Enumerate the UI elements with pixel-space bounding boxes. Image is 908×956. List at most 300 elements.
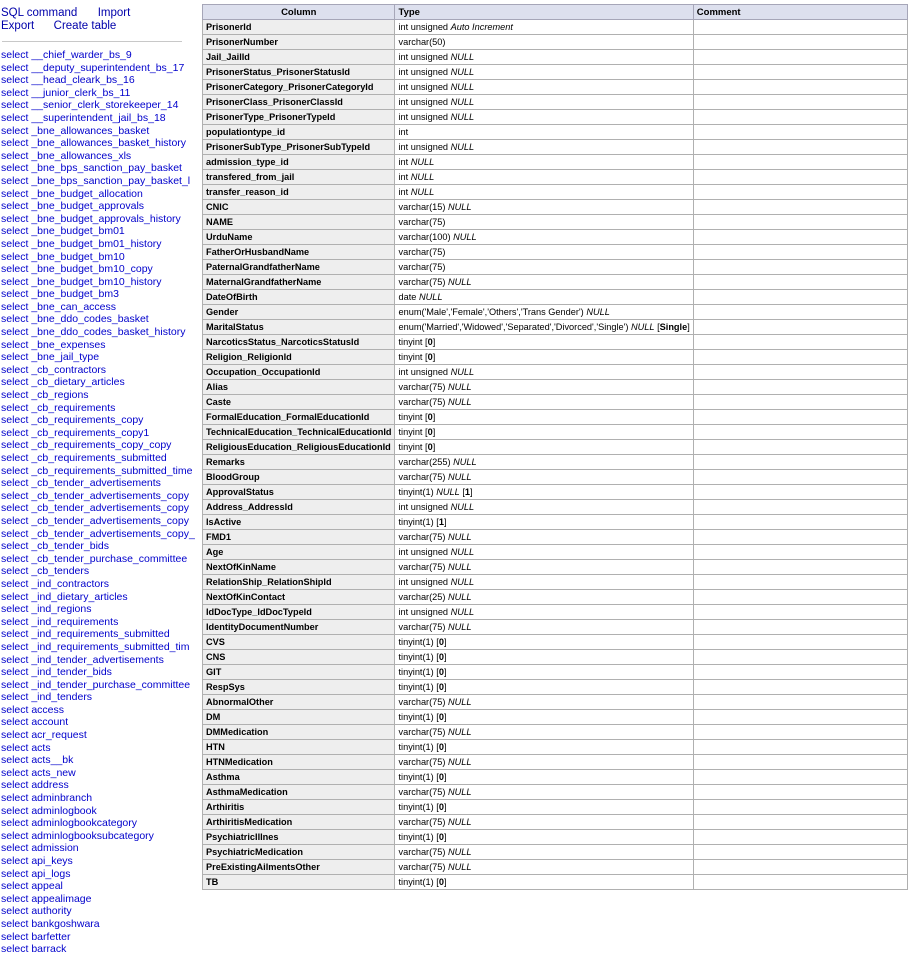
- column-name: MaritalStatus: [203, 320, 395, 335]
- column-type-cell: tinyint(1) [0]: [395, 740, 693, 755]
- table-row: [203, 65, 908, 80]
- table-select-link[interactable]: select _ind_tender_advertisements: [1, 653, 164, 666]
- column-type: varchar(75): [398, 472, 446, 482]
- table-list-item: [1, 87, 185, 100]
- table-select-link[interactable]: select _bne_budget_bm10_copy: [1, 263, 153, 276]
- column-default: 1: [438, 517, 444, 527]
- table-row: [203, 620, 908, 635]
- table-row: [203, 395, 908, 410]
- column-type-cell: [395, 590, 693, 605]
- column-name: Asthma: [203, 770, 395, 785]
- column-default: 0: [438, 772, 444, 782]
- column-type: date: [398, 292, 417, 302]
- table-row: [203, 605, 908, 620]
- column-type: int: [398, 157, 409, 167]
- column-default: 0: [438, 877, 444, 887]
- column-default: 0: [438, 682, 444, 692]
- table-select-link[interactable]: select barfetter: [1, 930, 71, 943]
- table-select-link[interactable]: select admission: [1, 842, 79, 855]
- column-type-cell: [395, 545, 693, 560]
- table-list-item: [1, 49, 185, 62]
- column-nullable: NULL: [450, 607, 475, 617]
- table-list-item: [1, 716, 185, 729]
- table-row: [203, 170, 908, 185]
- table-select-link[interactable]: select _bne_budget_bm01_history: [1, 237, 162, 250]
- table-select-link[interactable]: select bankgoshwara: [1, 917, 100, 930]
- table-select-link[interactable]: select _cb_dietary_articles: [1, 376, 125, 389]
- column-comment: [693, 560, 907, 575]
- table-list-item: [1, 678, 191, 692]
- column-name: DateOfBirth: [203, 290, 395, 305]
- table-list-item: [1, 351, 185, 364]
- table-select-link[interactable]: select _cb_tender_bids: [1, 540, 109, 553]
- table-select-link[interactable]: select _bne_ddo_codes_basket_history: [1, 326, 186, 339]
- table-select-link[interactable]: select __superintendent_jail_bs_18: [1, 111, 166, 124]
- column-nullable: NULL: [450, 547, 475, 557]
- column-type-cell: [395, 260, 693, 275]
- column-type-cell: enum('Married','Widowed','Separated','Divorced','Single') NULL [Single]: [395, 320, 693, 335]
- column-type: varchar(25): [398, 592, 446, 602]
- table-row: [203, 470, 908, 485]
- table-select-link[interactable]: select _bne_jail_type: [1, 351, 100, 364]
- column-name: Jail_JailId: [203, 50, 395, 65]
- column-nullable: NULL: [450, 142, 475, 152]
- column-type: varchar(75): [398, 697, 446, 707]
- column-name: Occupation_OccupationId: [203, 365, 395, 380]
- table-select-link[interactable]: select _bne_budget_approvals: [1, 200, 145, 213]
- column-type-cell: [395, 155, 693, 170]
- table-row: [203, 770, 908, 785]
- column-comment: [693, 245, 907, 260]
- column-name: PrisonerId: [203, 20, 395, 35]
- column-nullable: NULL: [448, 622, 472, 632]
- column-type-cell: tinyint(1) [0]: [395, 875, 693, 890]
- column-name: DMMedication: [203, 725, 395, 740]
- column-type: varchar(75): [398, 397, 446, 407]
- table-row: [203, 530, 908, 545]
- column-type-cell: [395, 185, 693, 200]
- table-list-item: [1, 263, 185, 276]
- table-select-link[interactable]: select _cb_requirements_copy1: [1, 426, 150, 439]
- column-name: transfered_from_jail: [203, 170, 395, 185]
- table-list-item: [1, 565, 185, 578]
- table-select-link[interactable]: select _cb_requirements_copy: [1, 414, 144, 427]
- column-comment: [693, 845, 907, 860]
- table-select-link[interactable]: select adminlogbooksubcategory: [1, 829, 154, 842]
- table-row: [203, 245, 908, 260]
- column-comment: [693, 545, 907, 560]
- column-name: TechnicalEducation_TechnicalEducationId: [203, 425, 395, 440]
- table-list-item: [1, 943, 185, 956]
- table-row: [203, 875, 908, 890]
- column-comment: [693, 50, 907, 65]
- column-type: int unsigned: [398, 142, 449, 152]
- column-type-cell: tinyint(1) NULL [1]: [395, 485, 693, 500]
- column-nullable: NULL: [448, 697, 472, 707]
- table-list-item: [1, 174, 191, 188]
- column-type: int: [398, 127, 409, 137]
- column-type-cell: [395, 530, 693, 545]
- column-type-cell: tinyint(1) [0]: [395, 710, 693, 725]
- table-list-item: [1, 729, 185, 742]
- table-select-link[interactable]: select account: [1, 716, 69, 729]
- table-select-link[interactable]: select authority: [1, 905, 72, 918]
- table-row: [203, 185, 908, 200]
- table-list-item: [1, 742, 185, 755]
- table-select-link[interactable]: select appeal: [1, 880, 63, 893]
- table-list-item: [1, 779, 185, 792]
- column-name: HTNMedication: [203, 755, 395, 770]
- table-list-item: [1, 427, 185, 440]
- column-nullable: Auto Increment: [450, 22, 513, 32]
- table-list-item: [1, 855, 185, 868]
- column-type: tinyint: [398, 412, 423, 422]
- column-type-cell: [395, 275, 693, 290]
- table-list-item: [1, 276, 185, 289]
- table-list-item: [1, 578, 185, 591]
- table-list: [1, 49, 195, 956]
- table-select-link[interactable]: select _cb_regions: [1, 389, 89, 402]
- column-comment: [693, 95, 907, 110]
- table-row: [203, 380, 908, 395]
- table-list-item: [1, 137, 185, 150]
- table-row: [203, 545, 908, 560]
- table-select-link[interactable]: select _ind_tender_bids: [1, 666, 112, 679]
- table-select-link[interactable]: select __chief_warder_bs_9: [1, 49, 132, 61]
- column-comment: [693, 380, 907, 395]
- column-nullable: NULL: [450, 577, 475, 587]
- table-select-link[interactable]: select acts: [1, 741, 51, 754]
- column-nullable: NULL: [448, 277, 472, 287]
- create-table-link[interactable]: Create table: [53, 20, 117, 32]
- column-type-cell: [395, 305, 693, 320]
- table-list-item: [1, 213, 185, 226]
- column-type-cell: tinyint(1) [0]: [395, 635, 693, 650]
- table-list-item: [1, 893, 185, 906]
- column-type: varchar(75): [398, 532, 446, 542]
- table-list-item: [1, 880, 185, 893]
- table-select-link[interactable]: select _bne_budget_bm10: [1, 250, 125, 263]
- table-list-item: [1, 704, 185, 717]
- table-select-link[interactable]: select _bne_expenses: [1, 338, 106, 351]
- column-name: Caste: [203, 395, 395, 410]
- table-list-item: [1, 527, 195, 541]
- table-select-link[interactable]: select _bne_bps_sanction_pay_basket_l: [1, 174, 191, 187]
- table-row: [203, 35, 908, 50]
- column-nullable: NULL: [448, 727, 472, 737]
- column-type-cell: [395, 605, 693, 620]
- column-type: varchar(75): [398, 562, 446, 572]
- table-select-link[interactable]: select barrack: [1, 943, 67, 956]
- table-row: [203, 740, 908, 755]
- column-type-cell: [395, 80, 693, 95]
- table-list-item: [1, 489, 189, 503]
- table-select-link[interactable]: select _cb_tender_advertisements_copy_: [1, 527, 195, 540]
- table-select-link[interactable]: select __deputy_superintendent_bs_17: [1, 61, 185, 74]
- column-type-cell: [395, 125, 693, 140]
- column-type-cell: [395, 695, 693, 710]
- table-list-item: [1, 188, 185, 201]
- table-row: [203, 455, 908, 470]
- column-comment: [693, 530, 907, 545]
- column-type: enum('Male','Female','Others','Trans Gender'): [398, 307, 584, 317]
- column-type: tinyint(1): [398, 487, 434, 497]
- table-select-link[interactable]: select _ind_contractors: [1, 577, 109, 590]
- column-comment: [693, 185, 907, 200]
- table-row: [203, 350, 908, 365]
- top-links: [1, 7, 130, 33]
- column-name: FatherOrHusbandName: [203, 245, 395, 260]
- table-select-link[interactable]: select access: [1, 703, 65, 716]
- column-comment: [693, 425, 907, 440]
- column-type-cell: [395, 725, 693, 740]
- table-list-item: [1, 628, 185, 641]
- column-type-cell: tinyint(1) [0]: [395, 800, 693, 815]
- table-select-link[interactable]: select _bne_ddo_codes_basket: [1, 313, 149, 326]
- table-list-item: [1, 502, 189, 515]
- table-select-link[interactable]: select _bne_can_access: [1, 300, 116, 313]
- export-link[interactable]: Export: [1, 20, 35, 32]
- column-comment: [693, 725, 907, 740]
- table-row: [203, 695, 908, 710]
- table-list-item: [1, 238, 185, 251]
- table-select-link[interactable]: select __senior_clerk_storekeeper_14: [1, 99, 179, 112]
- column-default: 0: [438, 637, 444, 647]
- table-select-link[interactable]: select _bne_budget_allocation: [1, 187, 143, 200]
- column-nullable: NULL: [448, 757, 472, 767]
- column-name: PrisonerType_PrisonerTypeId: [203, 110, 395, 125]
- table-list-item: [1, 99, 185, 112]
- table-list-item: [1, 125, 185, 138]
- table-row: [203, 320, 908, 335]
- column-comment: [693, 860, 907, 875]
- table-list-item: [1, 603, 185, 616]
- table-select-link[interactable]: select _ind_requirements: [1, 615, 119, 628]
- column-comment: [693, 455, 907, 470]
- column-type-cell: [395, 290, 693, 305]
- column-type: int unsigned: [398, 112, 449, 122]
- column-type-cell: [395, 380, 693, 395]
- table-select-link[interactable]: select api_keys: [1, 855, 73, 867]
- table-select-link[interactable]: select _cb_tender_purchase_committee: [1, 552, 188, 565]
- column-name: DM: [203, 710, 395, 725]
- table-list-item: [1, 452, 185, 465]
- column-comment: [693, 200, 907, 215]
- table-select-link[interactable]: select adminlogbook: [1, 804, 97, 817]
- table-select-link[interactable]: select _bne_budget_bm3: [1, 288, 119, 301]
- table-select-link[interactable]: select _bne_allowances_basket: [1, 124, 150, 137]
- column-type: tinyint(1): [398, 772, 434, 782]
- column-type-cell: [395, 110, 693, 125]
- column-type-cell: tinyint [0]: [395, 410, 693, 425]
- table-select-link[interactable]: select _cb_tender_advertisements_copy: [1, 489, 189, 502]
- column-nullable: NULL: [448, 202, 472, 212]
- table-row: [203, 785, 908, 800]
- table-row: [203, 200, 908, 215]
- table-list-item: [1, 414, 185, 427]
- table-select-link[interactable]: select _ind_requirements_submitted: [1, 628, 170, 641]
- table-select-link[interactable]: select _bne_allowances_basket_history: [1, 137, 187, 150]
- column-nullable: NULL: [450, 112, 475, 122]
- column-nullable: NULL: [448, 397, 472, 407]
- column-type-cell: tinyint(1) [0]: [395, 650, 693, 665]
- column-type: tinyint: [398, 442, 423, 452]
- column-type: varchar(75): [398, 847, 446, 857]
- table-row: [203, 725, 908, 740]
- table-select-link[interactable]: select appealimage: [1, 892, 92, 905]
- table-select-link[interactable]: select _bne_budget_bm10_history: [1, 275, 162, 288]
- column-type: varchar(75): [398, 862, 446, 872]
- column-type: int unsigned: [398, 577, 449, 587]
- table-list-item: [1, 162, 185, 175]
- table-select-link[interactable]: select _cb_tender_advertisements_copy: [1, 502, 189, 515]
- table-select-link[interactable]: select _ind_regions: [1, 603, 92, 616]
- table-list-item: [1, 200, 185, 213]
- column-name: IdentityDocumentNumber: [203, 620, 395, 635]
- column-name: FMD1: [203, 530, 395, 545]
- table-list-item: [1, 62, 185, 75]
- table-structure: [202, 4, 908, 890]
- column-type: tinyint(1): [398, 682, 434, 692]
- table-select-link[interactable]: select _cb_tender_advertisements_copy: [1, 514, 189, 527]
- column-type: tinyint(1): [398, 667, 434, 677]
- column-comment: [693, 260, 907, 275]
- table-row: [203, 440, 908, 455]
- column-type: varchar(255): [398, 457, 451, 467]
- table-row: [203, 410, 908, 425]
- column-nullable: NULL: [450, 82, 475, 92]
- table-row: [203, 560, 908, 575]
- table-select-link[interactable]: select __head_cleark_bs_16: [1, 74, 135, 87]
- table-select-link[interactable]: select _cb_tenders: [1, 565, 90, 578]
- column-name: PrisonerClass_PrisonerClassId: [203, 95, 395, 110]
- column-nullable: NULL: [586, 307, 610, 317]
- table-select-link[interactable]: select api_logs: [1, 867, 71, 880]
- column-type: varchar(75): [398, 817, 446, 827]
- table-select-link[interactable]: select _bne_budget_approvals_history: [1, 212, 181, 225]
- table-list-item: [1, 251, 185, 264]
- column-type-cell: [395, 785, 693, 800]
- column-type: varchar(75): [398, 622, 446, 632]
- table-row: [203, 650, 908, 665]
- table-row: [203, 665, 908, 680]
- column-comment: [693, 290, 907, 305]
- table-select-link[interactable]: select _ind_tenders: [1, 691, 93, 704]
- table-select-link[interactable]: select _ind_dietary_articles: [1, 590, 128, 603]
- table-list-item: [1, 464, 193, 478]
- table-row: [203, 95, 908, 110]
- column-nullable: NULL: [453, 457, 477, 467]
- table-row: [203, 710, 908, 725]
- table-row: [203, 815, 908, 830]
- table-select-link[interactable]: select __junior_clerk_bs_11: [1, 86, 131, 99]
- table-row: [203, 635, 908, 650]
- column-default: 0: [427, 427, 433, 437]
- table-select-link[interactable]: select acts_new: [1, 766, 76, 779]
- table-select-link[interactable]: select _ind_tender_purchase_committee: [1, 678, 191, 691]
- table-select-link[interactable]: select _cb_requirements_submitted_time: [1, 464, 193, 477]
- column-comment: [693, 755, 907, 770]
- column-nullable: NULL: [448, 862, 472, 872]
- column-type: varchar(75): [398, 757, 446, 767]
- table-select-link[interactable]: select _cb_tender_advertisements: [1, 477, 161, 490]
- column-type: tinyint(1): [398, 517, 434, 527]
- column-type: tinyint(1): [398, 877, 434, 887]
- table-select-link[interactable]: select _cb_contractors: [1, 363, 107, 376]
- column-nullable: NULL: [448, 847, 472, 857]
- column-type-cell: [395, 365, 693, 380]
- column-name: NarcoticsStatus_NarcoticsStatusId: [203, 335, 395, 350]
- column-type-cell: tinyint [0]: [395, 425, 693, 440]
- column-name: ApprovalStatus: [203, 485, 395, 500]
- table-select-link[interactable]: select adminbranch: [1, 792, 93, 805]
- table-select-link[interactable]: select _bne_allowances_xls: [1, 149, 132, 162]
- column-name: admission_type_id: [203, 155, 395, 170]
- column-default: 1: [464, 487, 471, 497]
- column-name: PrisonerSubType_PrisonerSubTypeId: [203, 140, 395, 155]
- table-select-link[interactable]: select acr_request: [1, 729, 87, 742]
- column-type: enum('Married','Widowed','Separated','Divorced','Single'): [398, 322, 629, 332]
- column-comment: [693, 515, 907, 530]
- column-type: varchar(15): [398, 202, 446, 212]
- column-name: NextOfKinName: [203, 560, 395, 575]
- table-row: [203, 140, 908, 155]
- table-row: [203, 275, 908, 290]
- table-list-item: [1, 376, 185, 389]
- column-type-cell: tinyint [0]: [395, 350, 693, 365]
- table-select-link[interactable]: select _cb_requirements_submitted: [1, 452, 167, 464]
- table-row: [203, 335, 908, 350]
- table-select-link[interactable]: select address: [1, 779, 69, 792]
- table-select-link[interactable]: select _cb_requirements_copy_copy: [1, 439, 172, 452]
- column-name: AbnormalOther: [203, 695, 395, 710]
- column-name: TB: [203, 875, 395, 890]
- column-comment: [693, 110, 907, 125]
- table-row: [203, 230, 908, 245]
- column-comment: [693, 440, 907, 455]
- column-nullable: NULL: [450, 52, 475, 62]
- column-default: 0: [427, 412, 433, 422]
- table-row: [203, 110, 908, 125]
- table-list-item: [1, 402, 185, 415]
- column-default: Single: [659, 322, 688, 332]
- column-type-cell: tinyint [0]: [395, 335, 693, 350]
- table-list-item: [1, 691, 185, 704]
- column-type: int unsigned: [398, 52, 449, 62]
- table-row: [203, 845, 908, 860]
- column-nullable: NULL: [453, 232, 477, 242]
- column-name: ReligiousEducation_ReligiousEducationId: [203, 440, 395, 455]
- table-select-link[interactable]: select _bne_bps_sanction_pay_basket: [1, 162, 182, 175]
- sql-command-link[interactable]: SQL command: [1, 7, 78, 19]
- import-link[interactable]: Import: [97, 7, 131, 19]
- table-list-item: [1, 654, 185, 667]
- column-comment: [693, 500, 907, 515]
- table-select-link[interactable]: select _ind_requirements_submitted_tim: [1, 640, 190, 653]
- column-type-cell: [395, 860, 693, 875]
- table-select-link[interactable]: select adminlogbookcategory: [1, 817, 137, 830]
- column-type-cell: [395, 215, 693, 230]
- table-list-item: [1, 301, 185, 314]
- column-comment: [693, 710, 907, 725]
- table-select-link[interactable]: select _bne_budget_bm01: [1, 225, 125, 238]
- column-type: varchar(75): [398, 262, 446, 272]
- column-type-cell: [395, 455, 693, 470]
- table-list-item: [1, 288, 185, 301]
- table-select-link[interactable]: select acts__bk: [1, 754, 74, 767]
- table-select-link[interactable]: select _cb_requirements: [1, 401, 116, 414]
- column-comment: [693, 785, 907, 800]
